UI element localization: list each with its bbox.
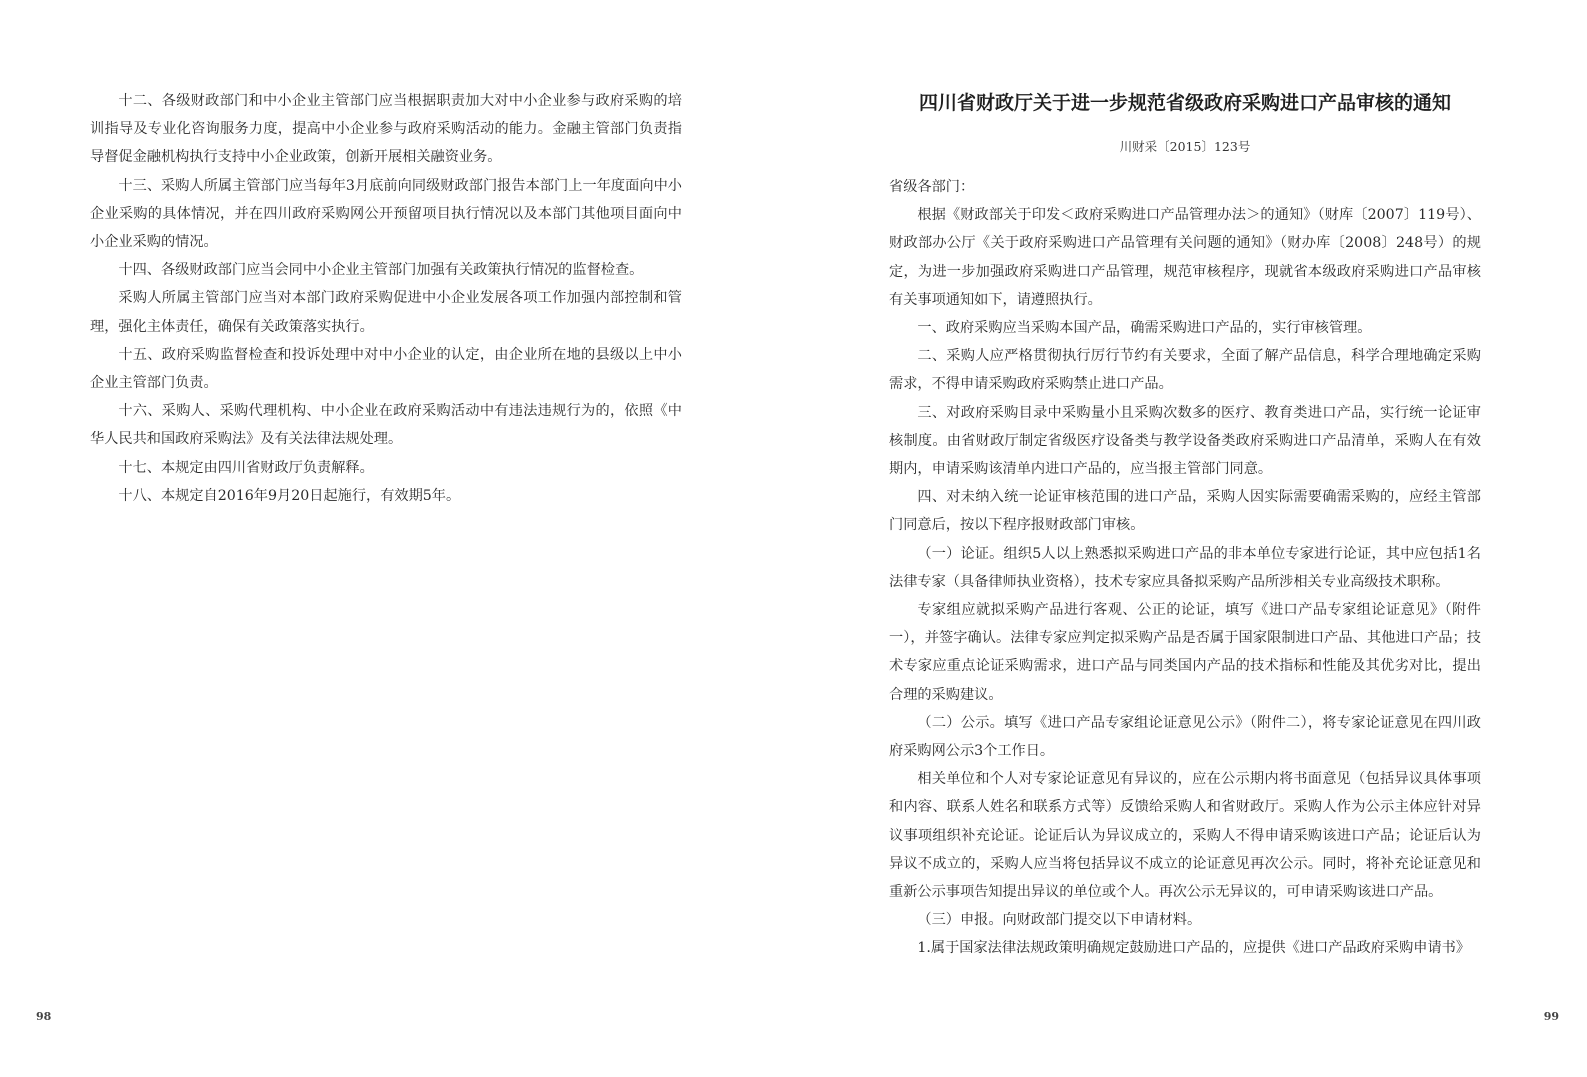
paragraph: 1.属于国家法律法规政策明确规定鼓励进口产品的，应提供《进口产品政府采购申请书》 xyxy=(917,940,1471,957)
paragraph: （二）公示。填写《进口产品专家组论证意见公示》（附件二），将专家论证意见在四川政府采购网公示3个工作日。 xyxy=(889,714,1481,760)
paragraph: 根据《财政部关于印发＜政府采购进口产品管理办法＞的通知》（财库〔2007〕119号）、财政部办公厅《关于政府采购进口产品管理有关问题的通知》（财办库〔2008〕248号）的规定，为进一步加强政府采购进口产品管理，规范审核程序，现就省本级政府采购进口产品审核有关事项通知如下，请遵照执行。 xyxy=(889,207,1481,308)
paragraph: （一）论证。组织5人以上熟悉拟采购进口产品的非本单位专家进行论证，其中应包括1名法律专家（具备律师执业资格），技术专家应具备拟采购产品所涉相关专业高级技术职称。 xyxy=(889,545,1481,590)
page-number-right: 99 xyxy=(1543,1010,1559,1023)
paragraph: （三）申报。向财政部门提交以下申请材料。 xyxy=(917,912,1202,929)
paragraph: 十三、采购人所属主管部门应当每年3月底前向同级财政部门报告本部门上一年度面向中小企业采购的具体情况，并在四川政府采购网公开预留项目执行情况以及本部门其他项目面向中小企业采购的情况。 xyxy=(90,177,682,251)
left-page-body xyxy=(90,87,682,510)
paragraph: 相关单位和个人对专家论证意见有异议的，应在公示期内将书面意见（包括异议具体事项和内容、联系人姓名和联系方式等）反馈给采购人和省财政厅。采购人作为公示主体应针对异议事项组织补充论证。论证后认为异议成立的，采购人不得申请采购该进口产品；论证后认为异议不成立的，采购人应当将包括异议不成立的论证意见再次公示。同时，将补充论证意见和重新公示事项告知提出异议的单位或个人。再次公示无异议的，可申请采购该进口产品。 xyxy=(889,771,1481,901)
right-page-body xyxy=(889,173,1481,963)
page-number-left: 98 xyxy=(36,1010,52,1023)
paragraph: 一、政府采购应当采购本国产品，确需采购进口产品的，实行审核管理。 xyxy=(917,320,1372,337)
right-page xyxy=(793,0,1587,1077)
paragraph: 十八、本规定自2016年9月20日起施行，有效期5年。 xyxy=(118,487,461,504)
left-page xyxy=(0,0,793,1077)
paragraph: 十七、本规定由四川省财政厅负责解释。 xyxy=(118,459,374,476)
paragraph: 四、对未纳入统一论证审核范围的进口产品，采购人因实际需要确需采购的，应经主管部门同意后，按以下程序报财政部门审核。 xyxy=(889,489,1481,534)
paragraph: 二、采购人应严格贯彻执行厉行节约有关要求，全面了解产品信息，科学合理地确定采购需求，不得申请采购政府采购禁止进口产品。 xyxy=(889,348,1481,393)
paragraph: 三、对政府采购目录中采购量小且采购次数多的医疗、教育类进口产品，实行统一论证审核制度。由省财政厅制定省级医疗设备类与教学设备类政府采购进口产品清单，采购人在有效期内，申请采购该清单内进口产品的，应当报主管部门同意。 xyxy=(889,404,1481,478)
paragraph: 十二、各级财政部门和中小企业主管部门应当根据职责加大对中小企业参与政府采购的培训指导及专业化咨询服务力度，提高中小企业参与政府采购活动的能力。金融主管部门负责指导督促金融机构执行支持中小企业政策，创新开展相关融资业务。 xyxy=(90,93,682,166)
paragraph: 十五、政府采购监督检查和投诉处理中对中小企业的认定，由企业所在地的县级以上中小企业主管部门负责。 xyxy=(90,346,682,392)
document-number: 川财采〔2015〕123号 xyxy=(1119,139,1251,154)
document-title: 四川省财政厅关于进一步规范省级政府采购进口产品审核的通知 xyxy=(918,92,1451,114)
paragraph: 十四、各级财政部门应当会同中小企业主管部门加强有关政策执行情况的监督检查。 xyxy=(118,262,644,279)
salutation: 省级各部门： xyxy=(889,179,975,195)
paragraph: 专家组应就拟采购产品进行客观、公正的论证，填写《进口产品专家组论证意见》（附件一），并签字确认。法律专家应判定拟采购产品是否属于国家限制进口产品、其他进口产品；技术专家应重点论证采购需求，进口产品与同类国内产品的技术指标和性能及其优劣对比，提出合理的采购建议。 xyxy=(889,602,1481,703)
paragraph: 十六、采购人、采购代理机构、中小企业在政府采购活动中有违法违规行为的，依照《中华人民共和国政府采购法》及有关法律法规处理。 xyxy=(90,403,682,448)
paragraph: 采购人所属主管部门应当对本部门政府采购促进中小企业发展各项工作加强内部控制和管理，强化主体责任，确保有关政策落实执行。 xyxy=(90,290,682,335)
